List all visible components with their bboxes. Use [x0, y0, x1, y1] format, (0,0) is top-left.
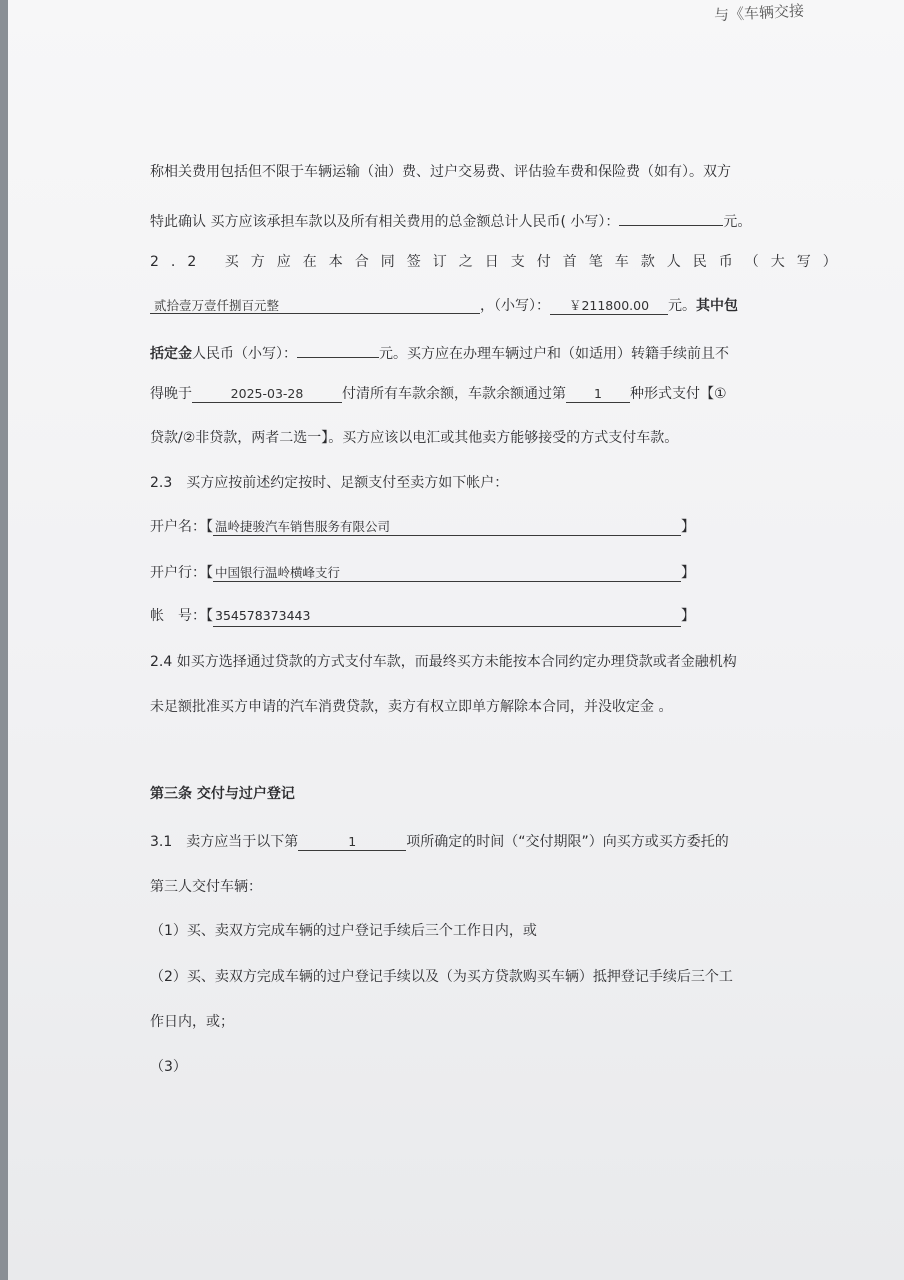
p1-line2-text: 特此确认 买方应该承担车款以及所有相关费用的总金额总计人民币( 小写）： — [150, 214, 620, 230]
s22-line3-bold: 括定金 — [150, 346, 192, 362]
item1: （1）买、卖双方完成车辆的过户登记手续后三个工作日内，或 — [150, 923, 537, 939]
p1-line1: 称相关费用包括但不限于车辆运输（油）费、过户交易费、评估验车费和保险费（如有）。双方 — [150, 164, 731, 180]
p31-b: 项所确定的时间（“交付期限”）向买方或买方委托的 — [406, 834, 729, 850]
p31-line1 — [150, 832, 729, 852]
s22-line4-a: 得晚于 — [150, 386, 192, 402]
s22-line4 — [150, 384, 727, 404]
s22-line2 — [150, 296, 738, 316]
p31-a: 3.1 卖方应当于以下第 — [150, 834, 299, 850]
account-no-label: 帐 号：【 — [150, 608, 213, 624]
p31-line2: 第三人交付车辆： — [150, 879, 262, 895]
bank-label: 开户行：【 — [150, 565, 213, 581]
amount-upper-field: 贰拾壹万壹仟捌百元整 — [150, 296, 480, 314]
account-name-field: 温岭捷骏汽车销售服务有限公司 — [213, 517, 681, 536]
s24-line1: 2.4 如买方选择通过贷款的方式支付车款，而最终买方未能按本合同约定办理贷款或者金融机构 — [150, 654, 737, 670]
item3: （3） — [150, 1059, 187, 1075]
bank-row — [150, 562, 695, 582]
p1-line2 — [150, 207, 751, 232]
contract-page — [8, 0, 904, 1280]
s24-line2: 未足额批准买方申请的汽车消费贷款，卖方有权立即单方解除本合同，并没收定金 。 — [150, 699, 673, 715]
s22-line5: 贷款/②非贷款，两者二选一】。买方应该以电汇或其他卖方能够接受的方式支付车款。 — [150, 430, 679, 446]
s22-line3-b: 元。买方应在办理车辆过户和（如适用）转籍手续前且不 — [379, 346, 729, 362]
account-no-row — [150, 605, 695, 627]
article3-title: 第三条 交付与过户登记 — [150, 786, 295, 802]
s22-line1: 2.2 买方应在本合同签订之日支付首笔车款人民币（大写） — [150, 254, 849, 270]
deposit-blank — [297, 339, 379, 358]
p1-line2-yuan: 元。 — [723, 214, 752, 230]
item2-line1: （2）买、卖双方完成车辆的过户登记手续以及（为买方贷款购买车辆）抵押登记手续后三个工 — [150, 969, 733, 985]
s22-line3-a: 人民币（小写）： — [192, 346, 297, 362]
account-name-close: 】 — [681, 519, 695, 535]
account-no-close: 】 — [681, 608, 695, 624]
s23-line1: 2.3 买方应按前述约定按时、足额支付至卖方如下帐户： — [150, 475, 509, 491]
account-no-field: 354578373443 — [213, 608, 681, 627]
deadline-field: 2025-03-28 — [192, 384, 342, 403]
header-fragment: 与《车辆交接 — [713, 1, 805, 25]
s22-line3 — [150, 339, 729, 364]
total-amount-blank — [619, 207, 723, 226]
item2-line2: 作日内，或； — [150, 1014, 234, 1030]
s22-line2-yuan: 元。 — [668, 298, 696, 314]
s22-line2-mid: ，（小写）： — [480, 298, 550, 314]
bank-close: 】 — [681, 565, 695, 581]
account-name-row — [150, 516, 695, 536]
delivery-option-field: 1 — [298, 832, 406, 851]
payment-option-field: 1 — [566, 384, 630, 403]
amount-lower-field: ￥211800.00 — [550, 296, 668, 315]
s22-line2-bold: 其中包 — [696, 298, 738, 314]
s22-line4-b: 付清所有车款余额，车款余额通过第 — [342, 386, 566, 402]
account-name-label: 开户名：【 — [150, 519, 213, 535]
s22-line4-c: 种形式支付【① — [630, 386, 727, 402]
bank-field: 中国银行温岭横峰支行 — [213, 563, 681, 582]
